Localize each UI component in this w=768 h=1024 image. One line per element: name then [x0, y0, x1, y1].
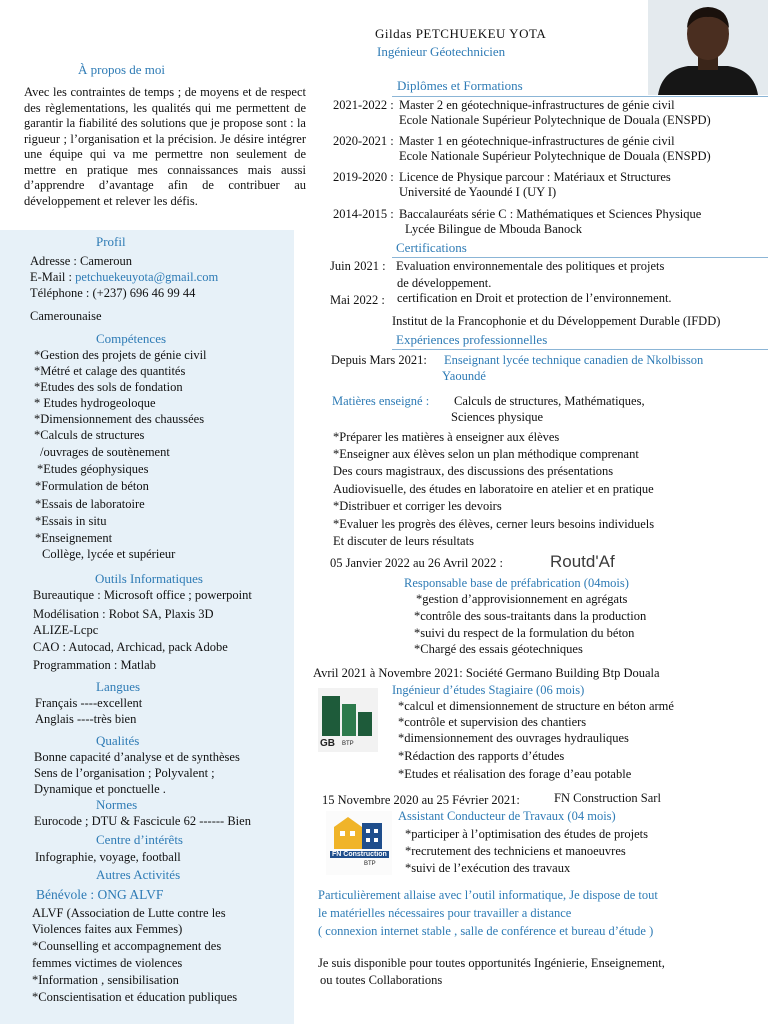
fn-role: Assistant Conducteur de Travaux (04 mois)	[398, 809, 616, 823]
cert-line: certification en Droit et protection de l’environnement.	[397, 291, 672, 305]
diplome-line1: Licence de Physique parcour : Matériaux et Structures	[399, 170, 671, 184]
fn-company: FN Construction Sarl	[554, 791, 661, 805]
diplome-line2: Université de Yaoundé I (UY I)	[399, 185, 557, 199]
normes-text: Eurocode ; DTU & Fascicule 62 ------ Bien	[34, 814, 251, 828]
cert-line: Evaluation environnementale des politiques et projets	[396, 259, 665, 273]
routd-task: *Chargé des essais géotechniques	[414, 642, 583, 656]
fn-date: 15 Novembre 2020 au 25 Février 2021:	[322, 793, 520, 807]
routd-task: *contrôle des sous-traitants dans la production	[414, 609, 647, 623]
diplome-line2: Ecole Nationale Supérieur Polytechnique de Douala (ENSPD)	[399, 149, 711, 163]
competence-item: /ouvrages de soutènement	[40, 445, 170, 459]
closing-p2: ou toutes Collaborations	[320, 973, 443, 987]
langue-item: Français ----excellent	[35, 696, 143, 710]
germano-task: *Rédaction des rapports d’études	[398, 749, 565, 763]
activite-item: femmes victimes de violences	[32, 956, 183, 970]
routd-role: Responsable base de préfabrication (04mois)	[404, 576, 629, 590]
fn-task: *suivi de l’exécution des travaux	[405, 861, 571, 875]
about-text: Avec les contraintes de temps ; de moyens et de respect des règlementations, les qualités qui me permettent de garantir la fiabilité des solutions que je propose sont : la rigueur ; l’organisation et la précision. Je désire intégrer une équipe qui va me permettre non seulement de mettre en pratique mes connaissances mais aussi d’apprendre d’avantage afin de contribuer au développement et relever les défis.	[24, 85, 306, 208]
diplome-line2: Lycée Bilingue de Mbouda Banock	[405, 222, 583, 236]
about-heading: À propos de moi	[78, 62, 166, 77]
outil-item: Bureautique : Microsoft office ; powerpoint	[33, 588, 252, 602]
activite-item: *Counselling et accompagnement des	[32, 939, 222, 953]
normes-heading: Normes	[96, 797, 138, 812]
fn-logo-text: FN Construction	[332, 851, 387, 858]
competence-item: *Métré et calage des quantités	[34, 364, 186, 378]
competence-item: *Calculs de structures	[34, 428, 145, 442]
diplome-years: 2020-2021 :	[333, 134, 394, 148]
germano-logo-text: GB	[320, 738, 335, 749]
activite-item: Violences faites aux Femmes)	[32, 922, 183, 936]
certifications-heading: Certifications	[396, 240, 467, 255]
germano-building-logo	[318, 688, 378, 752]
job-title: Ingénieur Géotechnicien	[377, 44, 506, 59]
activites-subheading: Bénévole : ONG ALVF	[36, 887, 164, 902]
competences-heading: Compétences	[96, 331, 167, 346]
profil-phone: Téléphone : (+237) 696 46 99 44	[30, 286, 196, 300]
competence-item: Collège, lycée et supérieur	[42, 547, 176, 561]
email-label: E-Mail :	[30, 270, 76, 284]
langues-heading: Langues	[96, 679, 141, 694]
germano-header: Avril 2021 à Novembre 2021: Société Germano Building Btp Douala	[313, 666, 660, 680]
teach-task: *Evaluer les progrès des élèves, cerner leurs besoins individuels	[333, 517, 655, 531]
profil-email-row	[30, 270, 218, 285]
teach-task: Et discuter de leurs résultats	[333, 534, 474, 548]
outil-item: CAO : Autocad, Archicad, pack Adobe	[33, 640, 228, 654]
diplome-years: 2021-2022 :	[333, 98, 394, 112]
teach-date: Depuis Mars 2021:	[331, 353, 427, 367]
qualite-item: Dynamique et ponctuelle .	[34, 782, 166, 796]
teach-task: *Préparer les matières à enseigner aux élèves	[333, 430, 560, 444]
profil-address: Adresse : Cameroun	[30, 254, 133, 268]
cert-line: Institut de la Francophonie et du Développement Durable (IFDD)	[392, 314, 721, 328]
competence-item: *Etudes géophysiques	[37, 462, 149, 476]
routd-date: 05 Janvier 2022 au 26 Avril 2022 :	[330, 556, 504, 570]
candidate-name: Gildas PETCHUEKEU YOTA	[375, 26, 547, 41]
diplome-line1: Baccalauréats série C : Mathématiques et Sciences Physique	[399, 207, 702, 221]
outil-item: Programmation : Matlab	[33, 658, 156, 672]
profil-nationality: Camerounaise	[30, 309, 102, 323]
qualites-heading: Qualités	[96, 733, 140, 748]
diplome-years: 2014-2015 :	[333, 207, 394, 221]
competence-item: *Gestion des projets de génie civil	[34, 348, 207, 362]
diplome-line1: Master 2 en géotechnique-infrastructures de génie civil	[399, 98, 675, 112]
germano-role: Ingénieur d’études Stagiaire (06 mois)	[392, 683, 585, 697]
profile-photo	[648, 0, 768, 95]
fn-logo-sub: BTP	[364, 861, 376, 867]
competence-item: *Formulation de béton	[35, 479, 149, 493]
teach-task: Audiovisuelle, des études en laboratoire en atelier et en pratique	[333, 482, 654, 496]
outil-item: ALIZE-Lcpc	[33, 623, 99, 637]
diplome-years: 2019-2020 :	[333, 170, 394, 184]
teach-task: *Distribuer et corriger les devoirs	[333, 499, 502, 513]
germano-task: *calcul et dimensionnement de structure en béton armé	[398, 699, 674, 713]
profil-heading: Profil	[96, 234, 126, 249]
experiences-heading: Expériences professionnelles	[396, 332, 548, 347]
cert-line: de développement.	[397, 276, 492, 290]
competence-item: *Etudes des sols de fondation	[34, 380, 183, 394]
qualite-item: Sens de l’organisation ; Polyvalent ;	[34, 766, 215, 780]
routdaf-logo: Routd'Af	[550, 552, 615, 571]
germano-logo-sub: BTP	[342, 741, 354, 747]
interets-text: Infographie, voyage, football	[35, 850, 181, 864]
outils-heading: Outils Informatiques	[95, 571, 203, 586]
germano-task: *Etudes et réalisation des forage d’eau potable	[398, 767, 632, 781]
interets-heading: Centre d’intérêts	[96, 832, 183, 847]
matieres-label: Matières enseigné :	[332, 394, 430, 408]
competence-item: *Enseignement	[35, 531, 113, 545]
langue-item: Anglais ----très bien	[35, 712, 137, 726]
teach-task: *Enseigner aux élèves selon un plan méthodique comprenant	[333, 447, 639, 461]
section-rule	[392, 257, 768, 258]
cert-date: Mai 2022 :	[330, 293, 385, 307]
section-rule	[392, 349, 768, 350]
email-link[interactable]: petchuekeuyota@gmail.com	[75, 270, 219, 284]
germano-task: *dimensionnement des ouvrages hydrauliques	[398, 731, 629, 745]
competence-item: *Essais de laboratoire	[35, 497, 145, 511]
section-rule	[392, 96, 768, 97]
activite-item: ALVF (Association de Lutte contre les	[32, 906, 226, 920]
activites-heading: Autres Activités	[96, 867, 181, 882]
competence-item: * Etudes hydrogeoloque	[34, 396, 156, 410]
activite-item: *Information , sensibilisation	[32, 973, 179, 987]
qualite-item: Bonne capacité d’analyse et de synthèses	[34, 750, 240, 764]
teach-city: Yaoundé	[442, 369, 486, 383]
outil-item: Modélisation : Robot SA, Plaxis 3D	[33, 607, 214, 621]
diplome-line2: Ecole Nationale Supérieur Polytechnique de Douala (ENSPD)	[399, 113, 711, 127]
routd-task: *suivi du respect de la formulation du béton	[414, 626, 635, 640]
closing-p1: Particulièrement allaise avec l’outil informatique, Je dispose de tout	[318, 888, 658, 902]
closing-p2: Je suis disponible pour toutes opportunités Ingénierie, Enseignement,	[318, 956, 665, 970]
fn-task: *recrutement des techniciens et manoeuvres	[405, 844, 626, 858]
diplomes-heading: Diplômes et Formations	[397, 78, 523, 93]
competence-item: *Dimensionnement des chaussées	[34, 412, 205, 426]
teach-role: Enseignant lycée technique canadien de Nkolbisson	[444, 353, 704, 367]
closing-p1: ( connexion internet stable , salle de conférence et bureau d’étude )	[318, 924, 654, 938]
routd-task: *gestion d’approvisionnement en agrégats	[416, 592, 628, 606]
competence-item: *Essais in situ	[35, 514, 107, 528]
fn-construction-logo	[326, 811, 392, 875]
person-photo-icon	[648, 0, 768, 95]
teach-task: Des cours magistraux, des discussions des présentations	[333, 464, 614, 478]
diplome-line1: Master 1 en géotechnique-infrastructures de génie civil	[399, 134, 675, 148]
cert-date: Juin 2021 :	[330, 259, 386, 273]
matieres-text: Calculs de structures, Mathématiques,	[454, 394, 645, 408]
germano-task: *contrôle et supervision des chantiers	[398, 715, 587, 729]
closing-p1: le matérielles nécessaires pour travailler a distance	[318, 906, 572, 920]
matieres-text: Sciences physique	[451, 410, 543, 424]
fn-task: *participer à l’optimisation des études de projets	[405, 827, 648, 841]
activite-item: *Conscientisation et éducation publiques	[32, 990, 238, 1004]
